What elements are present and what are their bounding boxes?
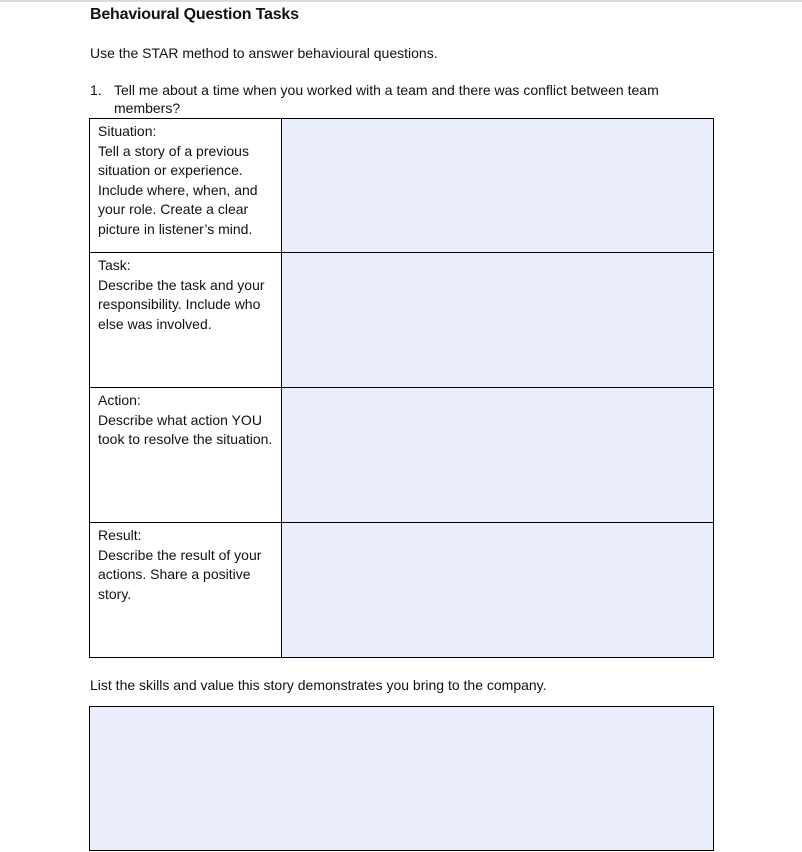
question-number: 1. bbox=[90, 82, 102, 98]
situation-description: Tell a story of a previous situation or experience. Include where, when, and your role. Create a clear picture in listener’s mind. bbox=[98, 142, 258, 237]
question-1 bbox=[90, 81, 710, 117]
star-row-result bbox=[90, 523, 714, 658]
question-text: Tell me about a time when you worked with a team and there was conflict between team members? bbox=[114, 82, 659, 116]
action-description: Describe what action YOU took to resolve the situation. bbox=[98, 411, 273, 447]
action-heading: Action: bbox=[98, 392, 141, 408]
star-row-action bbox=[90, 388, 714, 523]
task-heading: Task: bbox=[98, 257, 131, 273]
star-table bbox=[89, 118, 714, 658]
intro-text: Use the STAR method to answer behavioural questions. bbox=[90, 45, 438, 61]
result-description: Describe the result of your actions. Share a positive story. bbox=[98, 546, 262, 602]
star-row-situation bbox=[90, 119, 714, 253]
task-label-cell bbox=[90, 253, 282, 388]
situation-answer-field[interactable] bbox=[282, 119, 714, 253]
task-description: Describe the task and your responsibility. Include who else was involved. bbox=[98, 276, 265, 332]
action-label-cell bbox=[90, 388, 282, 523]
task-answer-field[interactable] bbox=[282, 253, 714, 388]
action-answer-field[interactable] bbox=[282, 388, 714, 523]
result-label-cell bbox=[90, 523, 282, 658]
situation-heading: Situation: bbox=[98, 123, 157, 139]
situation-label-cell bbox=[90, 119, 282, 253]
result-heading: Result: bbox=[98, 527, 142, 543]
star-row-task bbox=[90, 253, 714, 388]
result-answer-field[interactable] bbox=[282, 523, 714, 658]
top-divider bbox=[0, 0, 802, 2]
skills-prompt: List the skills and value this story demonstrates you bring to the company. bbox=[90, 677, 547, 693]
skills-answer-field[interactable] bbox=[89, 706, 714, 851]
page-title: Behavioural Question Tasks bbox=[90, 6, 299, 23]
